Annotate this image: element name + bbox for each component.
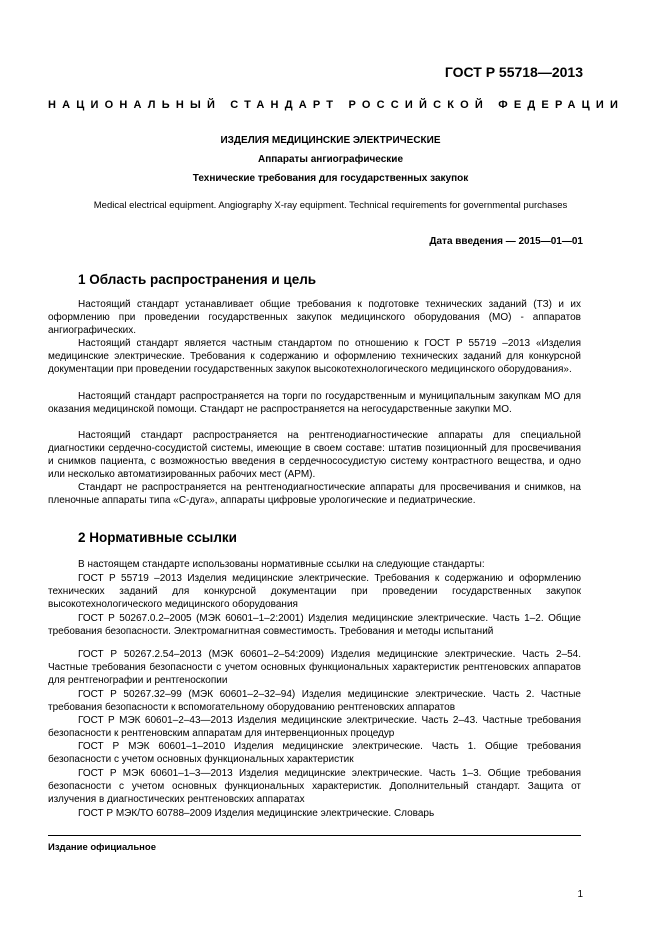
- document-number: ГОСТ Р 55718—2013: [444, 64, 583, 80]
- section-1-paragraph: Настоящий стандарт является частным стандартом по отношению к ГОСТ Р 55719 –2013 «Изделия медицинские электрические. Требования к содержанию и оформлению технических заданий для конкурсной документации при проведении государственных закупок высокотехнологического медицинского оборудования».: [48, 338, 581, 375]
- section-1-paragraph: Настоящий стандарт распространяется на рентгенодиагностические аппараты для специальной диагностики сердечно-сосудистой системы, имеющие в своем составе: штатив позиционный для просвечивания и снимков пациента, с возможностью введения в сердечнососудистую систему контрастного вещества, и одно или несколько автоматизированных рабочих мест (АРМ).: [48, 430, 581, 480]
- title-sub-1: Аппараты ангиографические: [257, 154, 403, 165]
- section-1-paragraph: Стандарт не распространяется на рентгенодиагностические аппараты для просвечивания и снимков, на пленочные аппараты типа «С-дуга», аппараты цифровые урологические и педиатрические.: [48, 482, 581, 506]
- title-sub-2: Технические требования для государственных закупок: [192, 173, 469, 184]
- introduction-date: Дата введения — 2015—01—01: [429, 236, 583, 247]
- section-1-paragraph: Настоящий стандарт распространяется на торги по государственным и муниципальным закупкам МО для оказания медицинской помощи. Стандарт не распространяется на негосударственные закупки МО.: [48, 391, 581, 415]
- section-2-paragraph: В настоящем стандарте использованы нормативные ссылки на следующие стандарты:: [78, 559, 485, 570]
- reference-item: ГОСТ Р 50267.2.54–2013 (МЭК 60601–2–54:2009) Изделия медицинские электрические. Часть 2–54. Частные требования безопасности с учетом основных функциональных характеристик рентгеновских аппаратов для рентгенографии и рентгеноскопии: [48, 649, 581, 686]
- title-english: Medical electrical equipment. Angiography X-ray equipment. Technical requirements for governmental purchases: [93, 200, 568, 211]
- section-1-heading: 1 Область распространения и цель: [78, 272, 317, 287]
- title-main: ИЗДЕЛИЯ МЕДИЦИНСКИЕ ЭЛЕКТРИЧЕСКИЕ: [220, 135, 441, 146]
- reference-item: ГОСТ Р 55719 –2013 Изделия медицинские электрические. Требования к содержанию и оформлению технических заданий для конкурсной документации при проведении государственных закупок высокотехнологического медицинского оборудования: [48, 573, 581, 610]
- section-2-heading: 2 Нормативные ссылки: [78, 530, 237, 545]
- section-1-paragraph: Настоящий стандарт устанавливает общие требования к подготовке технических заданий (ТЗ) и их оформлению при проведении государственных закупок медицинского оборудования (МО) - аппаратов ангиографических.: [48, 299, 581, 336]
- reference-item: ГОСТ Р МЭК 60601–2–43—2013 Изделия медицинские электрические. Часть 2–43. Частные требования безопасности к рентгеновским аппаратам для интервенционных процедур: [48, 715, 581, 739]
- national-standard-banner: НАЦИОНАЛЬНЫЙ СТАНДАРТ РОССИЙСКОЙ ФЕДЕРАЦИИ: [48, 99, 625, 111]
- reference-item: ГОСТ Р МЭК 60601–1–2010 Изделия медицинские электрические. Часть 1. Общие требования безопасности с учетом основных функциональных характеристик: [48, 741, 581, 765]
- footer-divider: [48, 835, 581, 836]
- reference-item: ГОСТ Р 50267.32–99 (МЭК 60601–2–32–94) Изделия медицинские электрические. Часть 2. Частные требования безопасности к вспомогательному оборудованию рентгеновских аппаратов: [48, 689, 581, 713]
- reference-item: ГОСТ Р МЭК 60601–1–3—2013 Изделия медицинские электрические. Часть 1–3. Общие требования безопасности с учетом основных функциональных характеристик. Дополнительный стандарт. Защита от излучения в диагностических рентгеновских аппаратах: [48, 768, 581, 805]
- page-number: 1: [577, 889, 583, 900]
- reference-item: ГОСТ Р МЭК/ТО 60788–2009 Изделия медицинские электрические. Словарь: [78, 808, 435, 819]
- reference-item: ГОСТ Р 50267.0.2–2005 (МЭК 60601–1–2:2001) Изделия медицинские электрические. Часть 1–2. Общие требования безопасности. Электромагнитная совместимость. Требования и методы испытаний: [48, 613, 581, 637]
- official-edition-label: Издание официальное: [48, 842, 156, 853]
